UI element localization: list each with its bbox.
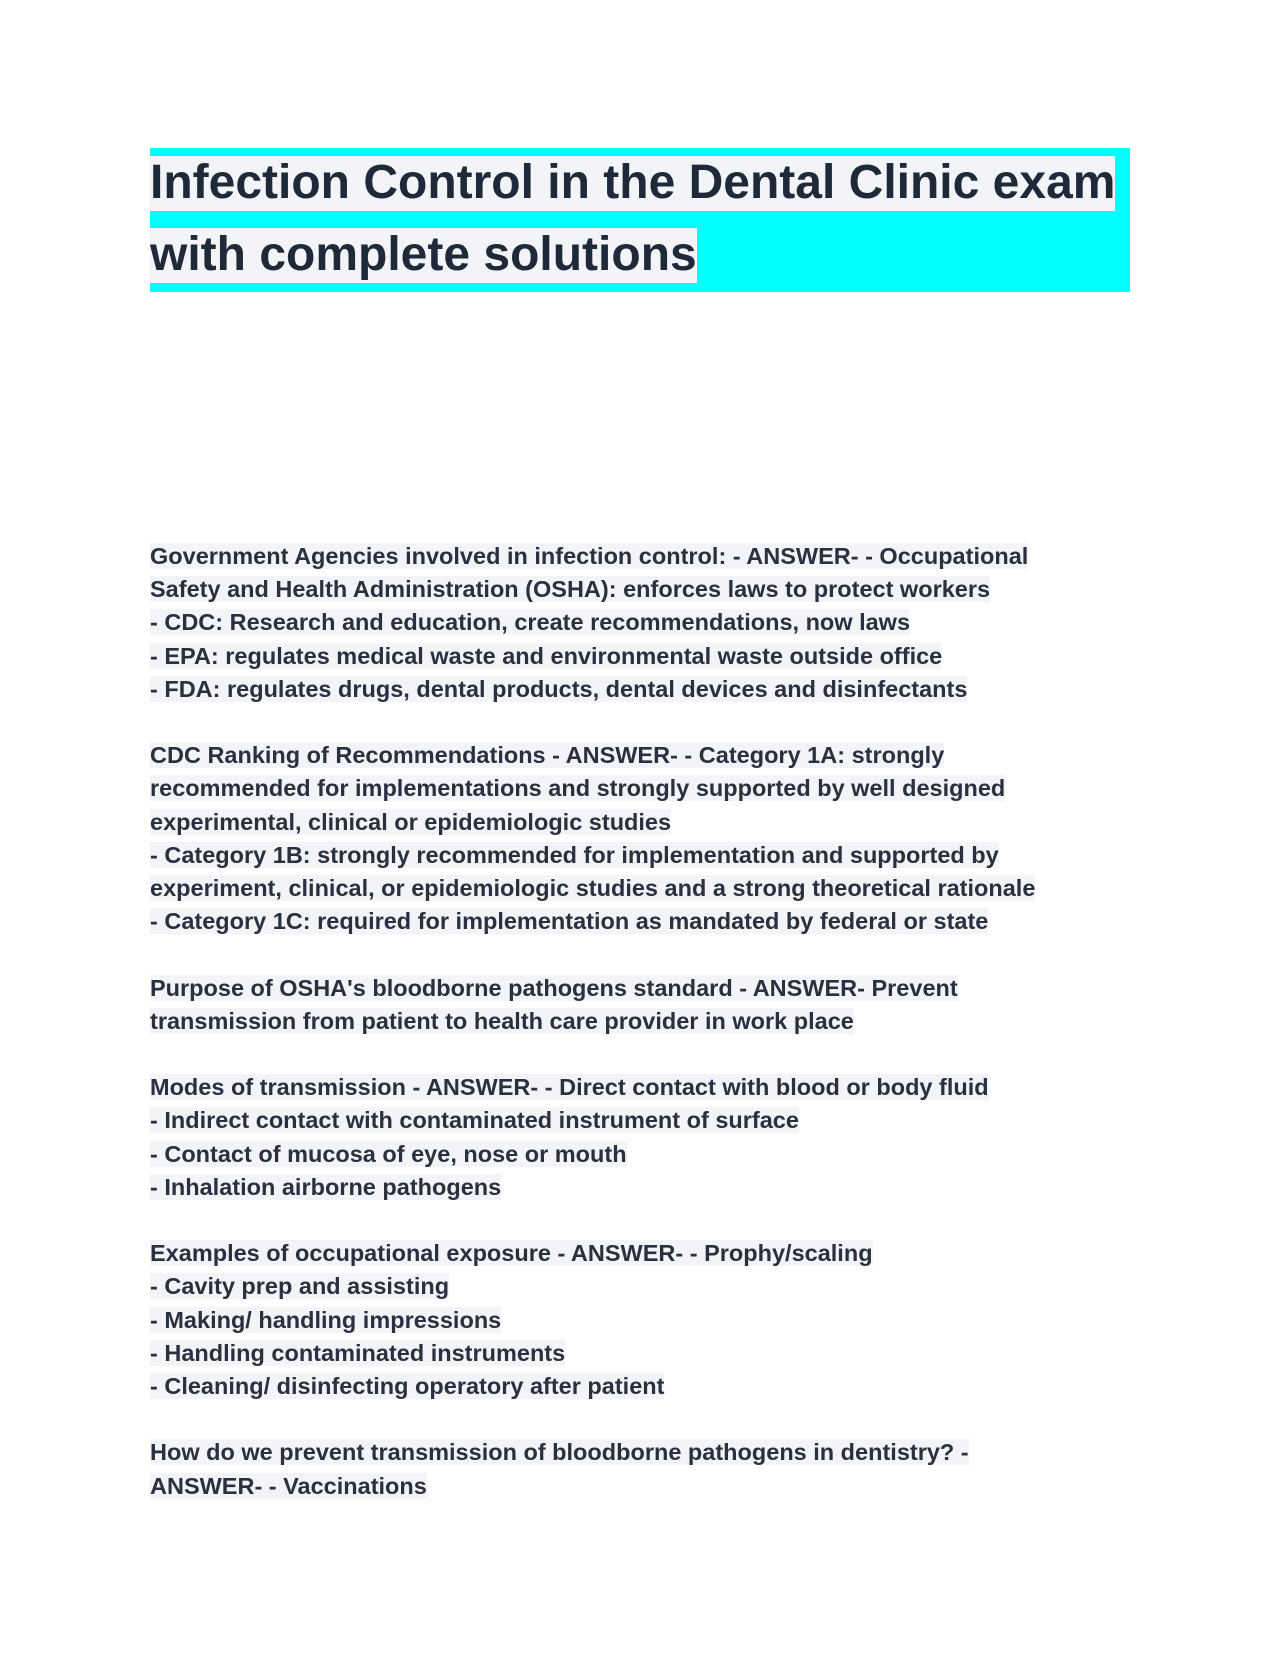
qa-line: - Indirect contact with contaminated instrument of surface (150, 1107, 799, 1134)
title-line: with complete solutions (150, 220, 1130, 292)
qa-line: experimental, clinical or epidemiologic studies (150, 808, 672, 835)
qa-line: Government Agencies involved in infection control: - ANSWER- - Occupational (150, 543, 1029, 569)
qa-line: - Making/ handling impressions (150, 1306, 502, 1333)
qa-line: - EPA: regulates medical waste and environmental waste outside office (150, 642, 943, 669)
qa-line: - Inhalation airborne pathogens (150, 1173, 502, 1200)
qa-line: - FDA: regulates drugs, dental products, dental devices and disinfectants (150, 675, 968, 702)
qa-prevent-transmission (150, 1436, 1130, 1502)
qa-line: - Category 1B: strongly recommended for implementation and supported by (150, 841, 999, 868)
qa-government-agencies (150, 540, 1130, 706)
qa-line: ANSWER- - Vaccinations (150, 1472, 427, 1499)
qa-line: experiment, clinical, or epidemiologic studies and a strong theoretical rationale (150, 875, 1036, 902)
qa-modes-of-transmission (150, 1071, 1130, 1204)
document-page (150, 148, 1130, 1536)
qa-osha-purpose (150, 972, 1130, 1038)
qa-line: - Handling contaminated instruments (150, 1339, 566, 1366)
qa-content (150, 540, 1130, 1503)
qa-line: Modes of transmission - ANSWER- - Direct contact with blood or body fluid (150, 1074, 989, 1101)
qa-line: recommended for implementations and strongly supported by well designed (150, 775, 1006, 802)
qa-occupational-exposure (150, 1237, 1130, 1403)
qa-line: Purpose of OSHA's bloodborne pathogens standard - ANSWER- Prevent (150, 974, 958, 1001)
qa-line: - Cavity prep and assisting (150, 1273, 450, 1300)
title-line: Infection Control in the Dental Clinic exam (150, 148, 1130, 220)
qa-line: - CDC: Research and education, create recommendations, now laws (150, 609, 911, 636)
qa-line: Examples of occupational exposure - ANSWER- - Prophy/scaling (150, 1240, 873, 1267)
qa-line: CDC Ranking of Recommendations - ANSWER- - Category 1A: strongly (150, 742, 945, 769)
qa-line: How do we prevent transmission of bloodborne pathogens in dentistry? - (150, 1439, 969, 1466)
qa-line: - Category 1C: required for implementation as mandated by federal or state (150, 908, 989, 935)
qa-line: - Cleaning/ disinfecting operatory after patient (150, 1373, 665, 1400)
qa-line: transmission from patient to health care provider in work place (150, 1007, 854, 1034)
qa-line: - Contact of mucosa of eye, nose or mouth (150, 1140, 627, 1167)
document-title (150, 148, 1130, 292)
qa-line: Safety and Health Administration (OSHA): enforces laws to protect workers (150, 576, 991, 603)
qa-cdc-ranking (150, 739, 1130, 938)
